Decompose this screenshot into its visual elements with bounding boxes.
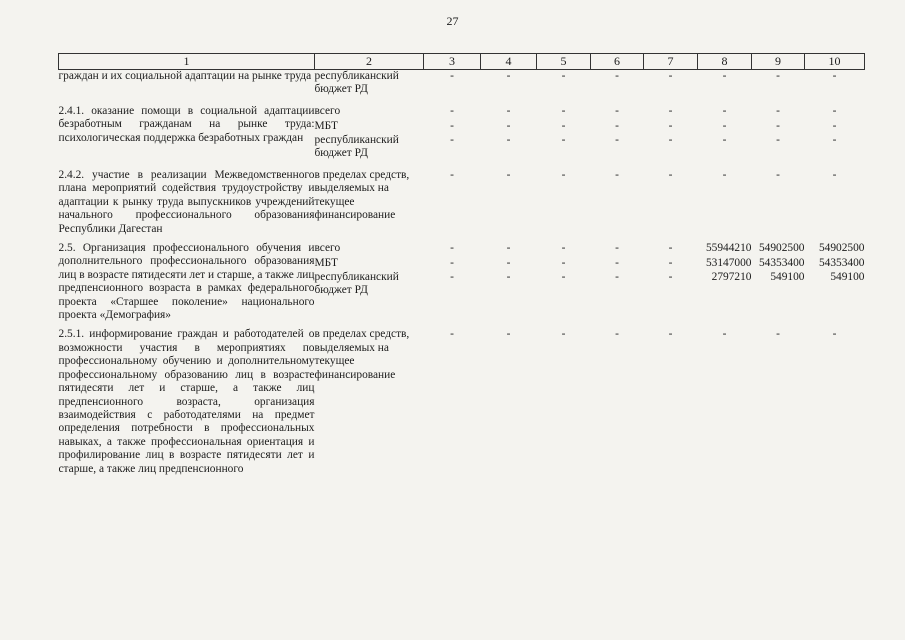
value-cell: - [615,328,619,341]
value-cell: - [561,169,566,181]
value-cell: - - - [615,105,619,146]
table-row [59,70,865,100]
value-cell: - - - [506,242,511,284]
column-number-row [59,54,865,70]
column-header: 9 [752,54,805,70]
column-header: 10 [805,54,865,70]
value-cell: - [668,328,673,341]
value-cell: - [832,328,837,341]
funding-source: МБТ [314,256,338,269]
row-description: 2.5.1. информирование граждан и работодателей о возможности участия в мероприятиях по профессиональному обучению и дополнительному профессиональному образованию лиц в возрасте пятидесяти лет и старше, а также лиц предпенсионного возраста, организация взаимодействия с работодателями на предмет определения потребности в профессиональных навыках, а также профессиональная ориентация и профилирование лиц в возрасте пятидесяти лет и старше, а также лиц предпенсионного [58,328,315,475]
table-row [59,105,865,163]
value-cell: - [832,70,837,82]
value-cell: - [450,70,454,82]
value-cell: - [506,328,511,341]
budget-table [58,53,865,476]
value-cell: - [668,169,673,181]
column-header: 8 [698,54,752,70]
funding-source: в пределах средств, выделяемых на текущее финансирование [314,328,410,381]
value-cell: - [615,70,619,82]
value-cell: - [722,328,727,341]
funding-source: всего [314,242,341,255]
table-row [59,169,865,236]
value-cell: - [776,70,780,82]
value-cell: - - - [506,105,511,146]
column-header: 7 [644,54,698,70]
value-cell: - - - [615,242,619,284]
table-row [59,242,865,322]
value-cell: - [668,70,673,82]
row-description: 2.4.2. участие в реализации Межведомственного плана мероприятий содействия трудоустройству и адаптации к рынку труда выпускников учреждений начального профессионального образования Республики Дагестан [58,169,315,235]
column-header: 4 [481,54,537,70]
value-cell: 54902500 54353400 549100 [758,242,805,284]
value-cell: - [450,328,454,341]
value-cell: - - - [722,105,727,146]
funding-source-cell [315,70,424,100]
table-row [59,328,865,475]
column-header: 3 [424,54,481,70]
column-header: 5 [537,54,591,70]
column-header: 6 [591,54,644,70]
value-cell: - [722,70,727,82]
column-header: 1 [59,54,315,70]
value-cell: 55944210 53147000 2797210 [705,242,752,284]
value-cell: - [722,169,727,181]
funding-source: республиканский бюджет РД [314,134,399,160]
funding-source: в пределах средств, выделяемых на текущее финансирование [314,169,410,222]
value-cell: - [615,169,619,181]
value-cell: - - - [561,105,566,146]
funding-source: всего [314,105,341,117]
value-cell: - [776,169,780,181]
value-cell: 54902500 54353400 549100 [818,242,865,284]
funding-source: республиканский бюджет РД [314,271,399,297]
value-cell: - - - [450,105,454,146]
column-header: 2 [315,54,424,70]
value-cell: - - - [832,105,837,146]
funding-source-cell [315,242,424,322]
row-description: граждан и их социальной адаптации на рынке труда [58,70,312,82]
value-cell: - [561,70,566,82]
value-cell: - [450,169,454,181]
value-cell: - [561,328,566,341]
value-cell: - [776,328,780,341]
value-cell: - - - [668,242,673,284]
value-cell: - - - [776,105,780,146]
value-cell: - - - [668,105,673,146]
value-cell: - - - [561,242,566,284]
row-description: 2.5. Организация профессионального обучения и дополнительного профессионального образования лиц в возрасте пятидесяти лет и старше, а также лиц предпенсионного возраста в рамках федерального проекта «Старшее поколение» национального проекта «Демография» [58,242,315,322]
funding-source: республиканский бюджет РД [314,70,399,96]
funding-source: МБТ [314,119,338,132]
row-description: 2.4.1. оказание помощи в социальной адаптации безработным гражданам на рынке труда: психологическая поддержка безработных граждан [58,105,315,144]
funding-source-cell [315,105,424,163]
value-cell: - [506,169,511,181]
page-number: 27 [446,14,459,28]
value-cell: - [506,70,511,82]
value-cell: - [832,169,837,181]
value-cell: - - - [450,242,454,284]
